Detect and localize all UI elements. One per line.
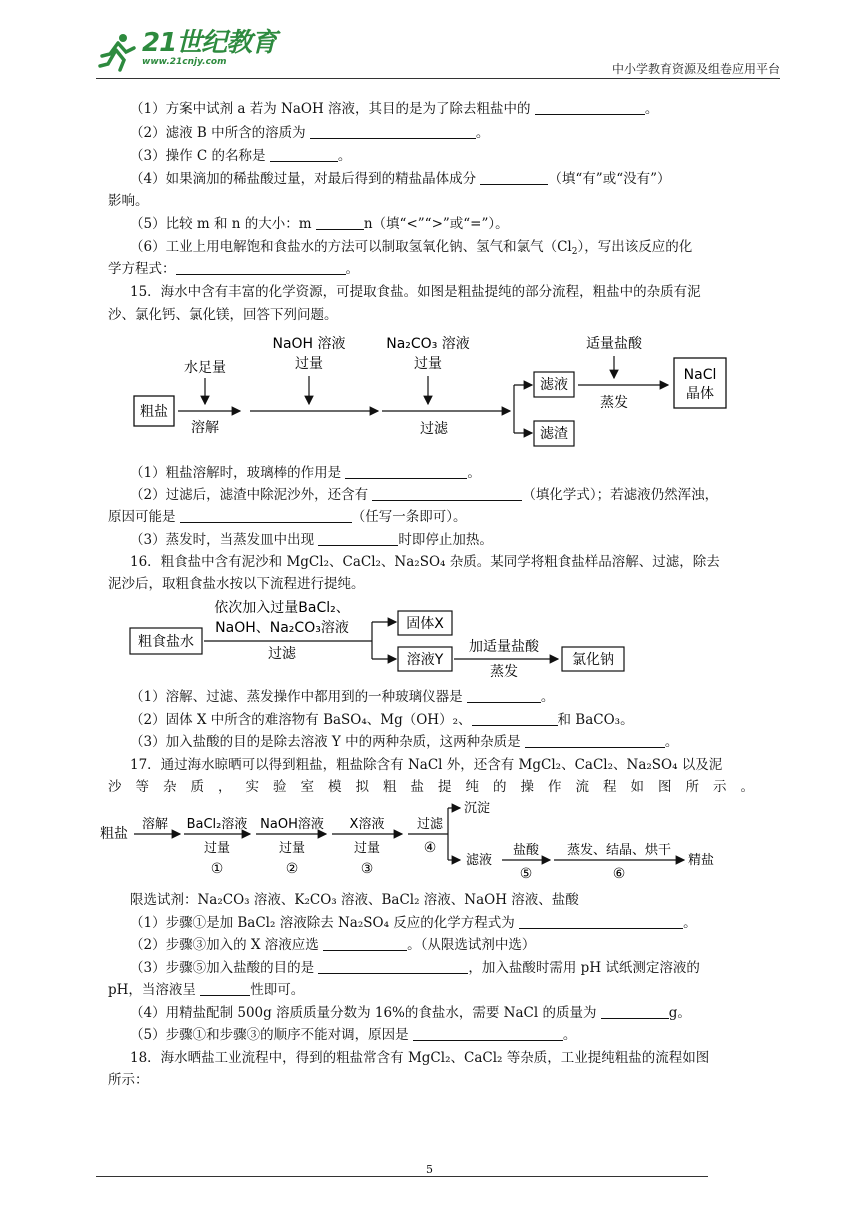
flow-hcl: 加适量盐酸 [469,639,539,655]
page-header [96,30,780,78]
q17-s3-cont: pH，当溶液呈 性即可。 [108,982,305,998]
q15-flow-diagram [128,330,738,459]
flow-excess-2: 过量 [278,841,306,856]
flow-top1: 依次加入过量BaCl₂、 [214,600,350,616]
footer-divider [96,1176,708,1177]
answer-blank[interactable] [180,509,352,523]
answer-blank[interactable] [310,125,476,139]
q14-s4-cont: 影响。 [108,193,149,209]
flow-step2: ② [285,861,299,877]
answer-blank[interactable] [270,148,338,162]
flow-solidx: 固体X [406,616,444,632]
flow-nacl-crystal: 晶体 [686,386,714,402]
q14-s2: （2）滤液 B 中所含的溶质为 。 [130,125,490,141]
flow-evap: 蒸发 [600,395,628,411]
flow-dissolve: 溶解 [191,420,219,436]
logo-text: 21世纪教育 [142,28,277,58]
flow-bacl2: BaCl₂溶液 [186,817,248,832]
answer-blank[interactable] [318,532,398,546]
flow-step6: ⑥ [612,866,626,882]
flow-step3: ③ [360,861,374,877]
q17-flow-diagram [98,796,728,890]
q14-s6: （6）工业上用电解饱和食盐水的方法可以制取氢氧化钠、氢气和氯气$(Cl_2)$，写出该反应的化 [130,239,693,257]
flow-top2: NaOH、Na₂CO₃溶液 [215,620,349,636]
answer-blank[interactable] [519,915,683,929]
q14-s5: （5）比较 m 和 n 的大小：m n（填“<”“>”或“=”）。 [130,216,509,232]
answer-blank[interactable] [318,960,468,974]
flow-crude: 粗盐 [100,826,128,842]
flow-na2co3: Na₂CO₃ 溶液 [386,336,470,352]
answer-blank[interactable] [176,261,346,275]
flow-filter: 过滤 [416,817,444,832]
q17-s4: （4）用精盐配制 500g 溶质质量分数为 16%的食盐水，需要 NaCl 的质量为 g。 [130,1005,691,1021]
q18-intro: 18．海水晒盐工业流程中，得到的粗盐常含有 MgCl₂、CaCl₂ 等杂质，工业提纯粗盐的流程如图 [130,1050,710,1066]
answer-blank[interactable] [323,937,407,951]
q16-s3: （3）加入盐酸的目的是除去溶液 Y 中的两种杂质，这两种杂质是 。 [130,734,679,750]
q14-s4: （4）如果滴加的稀盐酸过量，对最后得到的精盐晶体成分 （填“有”或“没有”） [130,171,671,187]
q17-s3: （3）步骤⑤加入盐酸的目的是 ，加入盐酸时需用 pH 试纸测定溶液的 [130,960,700,976]
answer-blank[interactable] [372,487,522,501]
flow-filtrate: 滤液 [540,377,568,393]
q15-intro-cont: 沙、氯化钙、氯化镁，回答下列问题。 [108,307,338,323]
flow-nacl: 氯化钠 [572,652,614,668]
q14-s1: （1）方案中试剂 a 若为 NaOH 溶液，其目的是为了除去粗盐中的 。 [130,101,659,117]
flow-hcl: 盐酸 [512,843,540,858]
q15-s2: （2）过滤后，滤渣中除泥沙外，还含有 （填化学式）；若滤液仍然浑浊， [130,487,719,503]
answer-blank[interactable] [480,171,548,185]
answer-blank[interactable] [345,465,467,479]
flow-filter: 过滤 [268,646,296,662]
answer-blank[interactable] [525,734,665,748]
flow-naoh-excess: 过量 [295,356,323,372]
logo-url: www.21cnjy.com [142,57,227,67]
q17-reagents: 限选试剂：Na₂CO₃ 溶液、K₂CO₃ 溶液、BaCl₂ 溶液、NaOH 溶液、盐酸 [130,892,579,908]
q15-s1: （1）粗盐溶解时，玻璃棒的作用是 。 [130,465,481,481]
flow-na2co3-excess: 过量 [414,356,442,372]
q17-s2: （2）步骤③加入的 X 溶液应选 。（从限选试剂中选） [130,937,536,953]
answer-blank[interactable] [467,689,541,703]
q17-s5: （5）步骤①和步骤③的顺序不能对调，原因是 。 [130,1027,577,1043]
flow-nacl: NaCl [683,367,717,383]
flow-crude: 粗盐 [140,404,168,420]
flow-step1: ① [210,861,224,877]
flow-hcl: 适量盐酸 [586,336,642,352]
q16-s2: （2）固体 X 中所含的难溶物有 BaSO₄、Mg（OH）₂、 和 BaCO₃。 [130,712,634,728]
q17-intro-cont: 沙等杂质，实验室模拟粗盐提纯的操作流程如图所示。 [108,779,768,795]
page-number: 5 [426,1163,433,1176]
answer-blank[interactable] [316,216,364,230]
flow-excess-1: 过量 [203,841,231,856]
answer-blank[interactable] [535,101,645,115]
answer-blank[interactable] [601,1005,669,1019]
q15-s3: （3）蒸发时，当蒸发皿中出现 时即停止加热。 [130,532,493,548]
flow-dissolve: 溶解 [141,817,169,832]
q14-s6-cont: 学方程式： 。 [108,261,359,277]
flow-refined: 精盐 [688,853,715,868]
runner-logo-icon [96,30,140,74]
flow-solny: 溶液Y [406,652,444,668]
flow-residue: 滤渣 [540,426,568,442]
q17-s1: （1）步骤①是加 BaCl₂ 溶液除去 Na₂SO₄ 反应的化学方程式为 。 [130,915,697,931]
flow-filtrate: 滤液 [466,853,493,868]
flow-naoh: NaOH溶液 [260,817,324,832]
flow-naoh: NaOH 溶液 [272,336,346,352]
q18-intro-cont: 所示： [108,1072,149,1088]
flow-brine: 粗食盐水 [138,634,194,650]
flow-water: 水足量 [184,360,226,376]
flow-evap: 蒸发、结晶、烘干 [566,843,672,858]
flow-precip: 沉淀 [464,801,491,816]
header-divider [96,78,780,79]
flow-x: X溶液 [349,817,385,832]
answer-blank[interactable] [413,1027,563,1041]
q16-s1: （1）溶解、过滤、蒸发操作中都用到的一种玻璃仪器是 。 [130,689,555,705]
platform-name: 中小学教育资源及组卷应用平台 [611,62,780,76]
q14-s3: （3）操作 C 的名称是 。 [130,148,352,164]
logo [96,30,276,74]
answer-blank[interactable] [200,982,250,996]
q17-intro: 17．通过海水晾晒可以得到粗盐，粗盐除含有 NaCl 外，还含有 MgCl₂、CaCl₂、Na₂SO₄ 以及泥 [130,757,723,773]
answer-blank[interactable] [472,712,558,726]
flow-step5: ⑤ [519,866,533,882]
flow-excess-3: 过量 [353,841,381,856]
q15-s2-cont: 原因可能是 （任写一条即可）。 [108,509,467,525]
q16-intro-cont: 泥沙后，取粗食盐水按以下流程进行提纯。 [108,576,365,592]
flow-evap: 蒸发 [490,664,518,680]
q15-intro: 15．海水中含有丰富的化学资源，可提取食盐。如图是粗盐提纯的部分流程，粗盐中的杂质有泥 [130,284,701,300]
q16-intro: 16．粗食盐中含有泥沙和 MgCl₂、CaCl₂、Na₂SO₄ 杂质。某同学将粗食盐样品溶解、过滤，除去 [130,554,720,570]
flow-filter: 过滤 [420,421,448,437]
flow-step4: ④ [423,840,437,856]
q16-flow-diagram [126,596,636,686]
